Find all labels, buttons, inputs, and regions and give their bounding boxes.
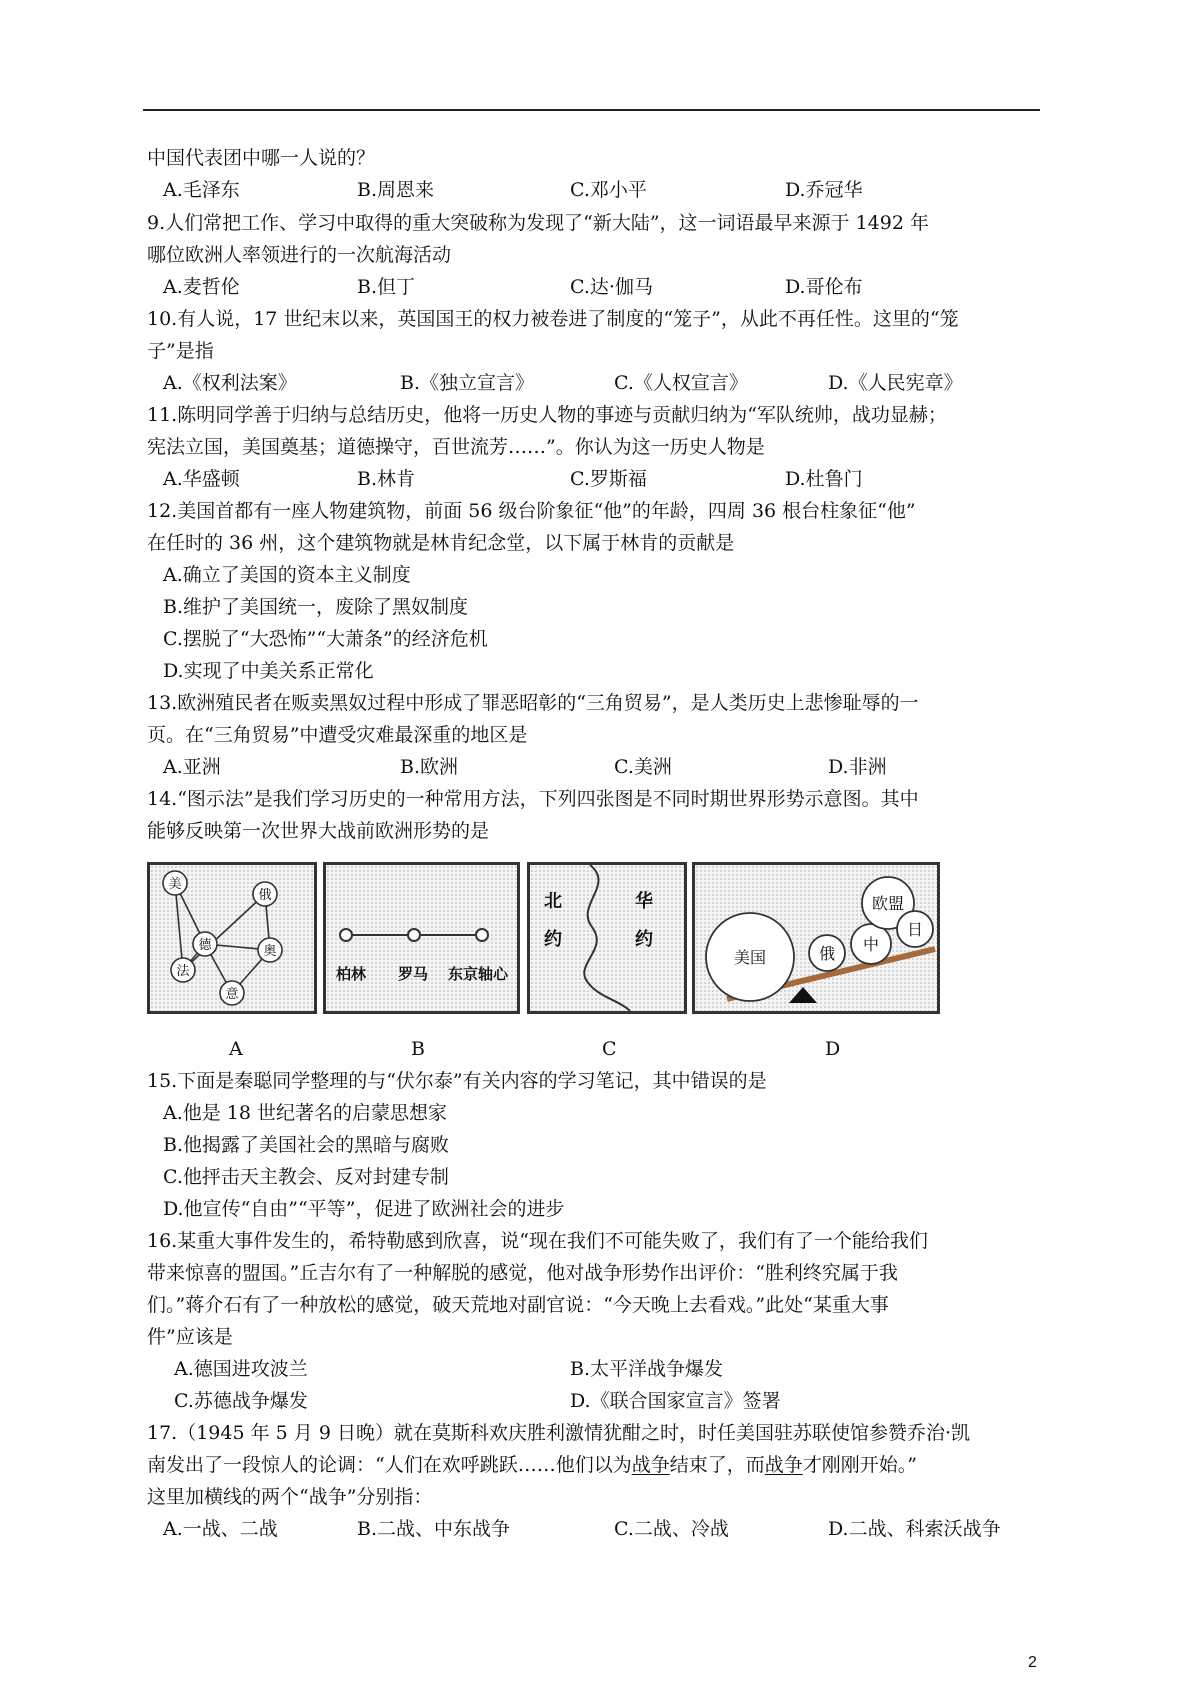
q12-option-d: D.实现了中美关系正常化	[163, 660, 374, 682]
q17-line2-part2: 结束了，而	[669, 1454, 765, 1476]
q16-option-d: D.《联合国家宣言》签署	[570, 1390, 781, 1412]
q12-option-c: C.摆脱了“大恐怖”“大萧条”的经济危机	[163, 628, 488, 650]
q10-option-c: C.《人权宣言》	[614, 372, 748, 394]
q13-option-d: D.非洲	[828, 756, 887, 778]
q10-stem-line2: 子”是指	[147, 340, 214, 362]
q9-option-a: A.麦哲伦	[163, 276, 240, 298]
q11-option-a: A.华盛顿	[163, 468, 240, 490]
figure-b-label-tokyo-axis: 东京轴心	[448, 965, 509, 983]
q17-stem-line3: 这里加横线的两个“战争”分别指：	[147, 1486, 433, 1508]
q15-stem: 15.下面是秦聪同学整理的与“伏尔泰”有关内容的学习笔记，其中错误的是	[147, 1070, 767, 1092]
q8-option-b: B.周恩来	[357, 179, 435, 201]
q11-option-d: D.杜鲁门	[785, 468, 863, 490]
figure-a-svg	[150, 865, 314, 1011]
q12-stem-line1: 12.美国首都有一座人物建筑物，前面 56 级台阶象征“他”的年龄，四周 36 根台柱象征“他”	[147, 500, 916, 522]
q17-line2-part3: 才刚刚开始。”	[802, 1454, 917, 1476]
q17-stem-line1: 17.（1945 年 5 月 9 日晚）就在莫斯科欢庆胜利激情犹酣之时，时任美国驻苏联使馆参赞乔治·凯	[147, 1422, 970, 1444]
q10-stem-line1: 10.有人说，17 世纪末以来，英国国王的权力被卷进了制度的“笼子”，从此不再任性。这里的“笼	[147, 308, 959, 330]
figure-a-node-usa: 美	[168, 877, 182, 892]
page-number: 2	[1028, 1654, 1037, 1671]
figure-d-label-usa: 美国	[733, 948, 767, 967]
figure-c-bloc-diagram	[527, 862, 687, 1014]
q16-stem-line1: 16.某重大事件发生的，希特勒感到欣喜，说“现在我们不可能失败了，我们有了一个能给我们	[147, 1230, 928, 1252]
q14-stem-line1: 14.“图示法”是我们学习历史的一种常用方法，下列四张图是不同时期世界形势示意图。其中	[147, 788, 919, 810]
q11-option-c: C.罗斯福	[570, 468, 647, 490]
q10-option-d: D.《人民宪章》	[828, 372, 963, 394]
q8-option-a: A.毛泽东	[163, 179, 240, 201]
q16-stem-line3: 们。”蒋介石有了一种放松的感觉，破天荒地对副官说：“今天晚上去看戏。”此处“某重大事	[147, 1294, 889, 1316]
q10-option-b: B.《独立宣言》	[400, 372, 535, 394]
q17-option-a: A.一战、二战	[163, 1518, 278, 1540]
q16-option-c: C.苏德战争爆发	[174, 1390, 308, 1412]
q13-stem-line2: 页。在“三角贸易”中遭受灾难最深重的地区是	[147, 724, 528, 746]
q13-option-a: A.亚洲	[163, 756, 221, 778]
q9-stem-line2: 哪位欧洲人率领进行的一次航海活动	[147, 244, 452, 266]
figure-d-caption: D	[825, 1038, 841, 1060]
figure-d-label-japan: 日	[906, 920, 924, 939]
q17-line2-part1: 南发出了一段惊人的论调：“人们在欢呼跳跃……他们以为	[147, 1454, 632, 1476]
figure-b-label-rome: 罗马	[398, 965, 429, 983]
figure-c-left-char2: 约	[544, 929, 562, 950]
figure-d-label-china: 中	[862, 935, 880, 954]
q12-stem-line2: 在任时的 36 州，这个建筑物就是林肯纪念堂，以下属于林肯的贡献是	[147, 532, 735, 554]
figure-d-svg	[695, 865, 937, 1011]
q8-option-c: C.邓小平	[570, 179, 647, 201]
q8-stem-continued: 中国代表团中哪一人说的？	[147, 147, 376, 169]
figure-a-alliance-diagram	[147, 862, 317, 1014]
q14-stem-line2: 能够反映第一次世界大战前欧洲形势的是	[147, 820, 490, 842]
figure-c-svg	[530, 865, 684, 1011]
q10-option-a: A.《权利法案》	[163, 372, 297, 394]
q9-option-c: C.达·伽马	[570, 276, 653, 298]
q9-stem-line1: 9.人们常把工作、学习中取得的重大突破称为发现了“新大陆”，这一词语最早来源于 1492 年	[147, 212, 929, 234]
q9-option-d: D.哥伦布	[785, 276, 863, 298]
figure-a-node-france: 法	[176, 964, 190, 979]
figure-c-caption: C	[602, 1038, 617, 1060]
q13-option-c: C.美洲	[614, 756, 672, 778]
q16-option-a: A.德国进攻波兰	[174, 1358, 308, 1380]
q11-stem-line2: 宪法立国，美国奠基；道德操守，百世流芳……”。你认为这一历史人物是	[147, 436, 765, 458]
q16-stem-line2: 带来惊喜的盟国。”丘吉尔有了一种解脱的感觉，他对战争形势作出评价：“胜利终究属于我	[147, 1262, 898, 1284]
figure-b-axis-diagram	[323, 862, 520, 1014]
figure-a-caption: A	[229, 1038, 243, 1060]
q17-stem-line2	[147, 1454, 917, 1476]
q13-stem-line1: 13.欧洲殖民者在贩卖黑奴过程中形成了罪恶昭彰的“三角贸易”，是人类历史上悲惨耻辱的一	[147, 692, 919, 714]
q11-option-b: B.林肯	[357, 468, 416, 490]
q17-option-b: B.二战、中东战争	[357, 1518, 511, 1540]
figure-a-node-germany: 德	[198, 938, 212, 953]
q15-option-c: C.他抨击天主教会、反对封建专制	[163, 1166, 449, 1188]
figure-c-left-char1: 北	[544, 891, 562, 912]
figure-c-right-char2: 约	[635, 929, 653, 950]
figure-c-right-char1: 华	[635, 891, 653, 912]
figure-d-label-russia: 俄	[818, 944, 836, 963]
q17-option-d: D.二战、科索沃战争	[828, 1518, 1001, 1540]
figure-a-node-russia: 俄	[258, 888, 272, 903]
q15-option-a: A.他是 18 世纪著名的启蒙思想家	[163, 1102, 448, 1124]
q11-stem-line1: 11.陈明同学善于归纳与总结历史，他将一历史人物的事迹与贡献归纳为“军队统帅，战功显赫；	[147, 404, 947, 426]
q12-option-a: A.确立了美国的资本主义制度	[163, 564, 411, 586]
q16-option-b: B.太平洋战争爆发	[570, 1358, 724, 1380]
figure-d-label-eu: 欧盟	[871, 894, 905, 913]
figure-b-caption: B	[411, 1038, 425, 1060]
figure-d-multipolar-diagram	[692, 862, 940, 1014]
q17-underlined-war-2: 战争	[764, 1454, 803, 1476]
figure-b-label-berlin: 柏林	[336, 965, 367, 983]
q17-option-c: C.二战、冷战	[614, 1518, 729, 1540]
q9-option-b: B.但丁	[357, 276, 416, 298]
figure-a-node-italy: 意	[225, 987, 239, 1002]
q8-option-d: D.乔冠华	[785, 179, 863, 201]
q16-stem-line4: 件”应该是	[147, 1326, 233, 1348]
figure-b-svg	[326, 865, 517, 1011]
q17-underlined-war-1: 战争	[631, 1454, 670, 1476]
q15-option-b: B.他揭露了美国社会的黑暗与腐败	[163, 1134, 450, 1156]
q12-option-b: B.维护了美国统一，废除了黑奴制度	[163, 596, 469, 618]
q13-option-b: B.欧洲	[400, 756, 459, 778]
figure-a-node-austria: 奥	[263, 944, 277, 959]
q15-option-d: D.他宣传“自由”“平等”，促进了欧洲社会的进步	[163, 1198, 565, 1220]
header-rule	[143, 109, 1040, 111]
